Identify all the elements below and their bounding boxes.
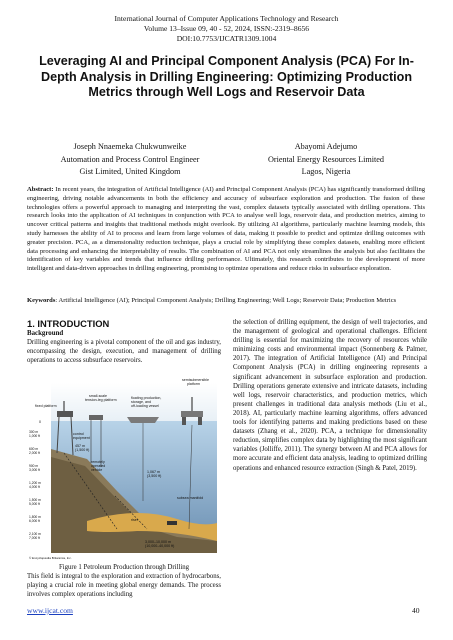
label-copyright: © Encyclopædia Britannica, Inc. xyxy=(29,556,72,561)
paragraph-right: the selection of drilling equipment, the design of well trajectories, and the management of geological and operational challenges. Efficient drilling is essential for maximizing the recovery of resources while minimizing costs and environmental impact (Sonnenberg & Palmer, 2017). The integration of Artificial Intelligence (AI) and Principal Component Analysis (PCA) in drilling engineering represents a significant advancement in subsurface exploration and production. Drilling operations generate extensive and intricate datasets, including well logs, reservoir characteristics, and production metrics, which present challenges in traditional data analysis methods (Liu et al., 2018). AI, particularly machine learning algorithms, offers advanced tools for identifying patterns and making predictions based on these datasets (Zhang et al., 2020). PCA, a technique for dimensionality reduction, simplifies complex data by highlighting the most significant variables (Jolliffe, 2011). The synergy between AI and PCA allows for more accurate and efficient data analysis, leading to optimized drilling operations and enhanced resource extraction (Singh & Patel, 2019). xyxy=(233,319,427,472)
offshore-drilling-illustration xyxy=(27,371,217,561)
label-subsea: subsea manifold xyxy=(177,496,204,501)
author-name: Abayomi Adejumo xyxy=(294,142,358,151)
label-remote-2: operated xyxy=(91,464,106,469)
depth-tick-ft: 1,000 ft xyxy=(29,434,40,439)
depth-tick-m: 1,200 m xyxy=(29,481,41,486)
paragraph-field: This field is integral to the exploration and extraction of hydrocarbons, playing a crucial role in meeting global energy demands. The process involves complex operations including xyxy=(27,573,221,599)
journal-volume: Volume 13–Issue 09, 40 - 52, 2024, ISSN:-2319–8656 xyxy=(143,24,310,33)
keywords xyxy=(27,297,425,306)
journal-header xyxy=(0,14,453,44)
label-depth-1067-ft: (3,500 ft) xyxy=(147,474,162,479)
label-depth-3000-ft: (10,000–40,000 ft) xyxy=(145,544,175,549)
journal-name: International Journal of Computer Applications Technology and Research xyxy=(114,14,339,23)
author-affiliation: Lagos, Nigeria xyxy=(301,167,351,176)
depth-tick-ft: 3,000 ft xyxy=(29,468,40,473)
subsea-manifold xyxy=(167,521,177,525)
label-depth-457-ft: (1,500 ft) xyxy=(75,448,90,453)
label-depth-1067: 1,067 m xyxy=(147,470,160,475)
depth-tick-m: 2,100 m xyxy=(29,532,41,537)
label-equipment: equipment xyxy=(73,436,90,441)
author-block-1 xyxy=(30,141,230,179)
keywords-text: : Artificial Intelligence (AI); Principal Component Analysis; Drilling Engineering; Well Logs; Reservoir Data; Production Metrics xyxy=(55,297,397,304)
label-remote-3: vehicle xyxy=(91,468,103,473)
figure-caption: Figure 1 Petroleum Production through Drilling xyxy=(58,564,190,572)
paragraph-intro: Drilling engineering is a pivotal component of the oil and gas industry, encompassing the design, execution, and management of drilling operations to access subsurface reservoirs. xyxy=(27,339,221,365)
label-floating-2: storage, and xyxy=(131,400,151,405)
left-column xyxy=(27,318,221,600)
page-number: 40 xyxy=(412,606,420,615)
label-floating-1: floating production, xyxy=(131,396,162,401)
subsection-heading: Background xyxy=(27,330,64,337)
depth-tick-m: 900 m xyxy=(29,464,39,469)
label-remote-1: remotely xyxy=(91,460,105,465)
label-riser: riser xyxy=(131,518,138,523)
abstract-label: Abstract: xyxy=(27,186,54,193)
label-semisub-1: semisubmersible xyxy=(182,378,209,383)
journal-doi: DOI:10.7753/IJCATR1309.1004 xyxy=(176,34,277,43)
label-zero: 0 xyxy=(39,420,41,425)
depth-tick-m: 1,500 m xyxy=(29,498,41,503)
section-heading: 1. INTRODUCTION xyxy=(27,318,110,329)
depth-tick-ft: 7,000 ft xyxy=(29,536,40,541)
author-role: Automation and Process Control Engineer xyxy=(60,154,200,164)
keywords-label: Keywords xyxy=(27,297,56,304)
label-control: control xyxy=(73,432,84,437)
abstract-text: In recent years, the integration of Artificial Intelligence (AI) and Principal Component Analysis (PCA) has significantly transformed drilling engineering, driving notable advancements in both the efficiency and accuracy of subsurface exploration and production. The fusion of these technologies offers a powerful approach to managing and interpreting the vast, complex datasets typically associated with drilling operations. This research looks into the application of AI techniques in conjunction with PCA to analyse well logs, reservoir data, and production metrics, aiming to uncover critical patterns and insights that traditional methods might overlook. By utilizing AI algorithms, particularly machine learning models, this study harnesses the ability of AI to process and learn from large volumes of data, making it possible to predict and optimize drilling outcomes with greater precision. PCA, as a dimensionality reduction technique, plays a crucial role by simplifying these complex datasets, enabling more efficient data processing and enhancing the interpretability of results. The combination of AI and PCA not only streamlines the analysis but also facilitates the identification of key variables and trends that influence drilling performance. Ultimately, this research contributes to the development of more intelligent and data-driven approaches in drilling engineering, promising to optimize operations and reduce risks in subsurface exploration. xyxy=(27,186,426,273)
figure-offshore-drilling xyxy=(27,371,217,561)
right-column xyxy=(233,318,427,473)
depth-tick-ft: 6,000 ft xyxy=(29,519,40,524)
author-block-2 xyxy=(226,141,426,179)
label-small-scale: small-scale xyxy=(89,394,107,399)
label-depth-3000: 3,000–10,000 m xyxy=(145,540,171,545)
depth-tick-m: 1,800 m xyxy=(29,515,41,520)
depth-tick-m: 300 m xyxy=(29,430,39,435)
author-name: Joseph Nnaemeka Chukwunweike xyxy=(73,142,187,151)
depth-tick-ft: 2,000 ft xyxy=(29,451,40,456)
journal-website-link[interactable]: www.ijcat.com xyxy=(27,606,73,615)
depth-tick-m: 600 m xyxy=(29,447,39,452)
depth-tick-ft: 5,000 ft xyxy=(29,502,40,507)
label-depth-457: 457 m xyxy=(75,444,85,449)
label-tension-leg: tension-leg platform xyxy=(85,398,117,403)
paper-title: Leveraging AI and Principal Component Analysis (PCA) For In-Depth Analysis in Drilling Engineering: Optimizing Production Metrics through Well Logs and Reservoir Data xyxy=(39,54,414,99)
label-fixed: fixed platform xyxy=(35,404,57,409)
depth-tick-ft: 4,000 ft xyxy=(29,485,40,490)
author-affiliation: Gist Limited, United Kingdom xyxy=(79,167,181,176)
author-role: Oriental Energy Resources Limited xyxy=(267,154,385,164)
abstract xyxy=(27,186,425,274)
label-floating-3: off-loading vessel xyxy=(131,404,159,409)
label-semisub-2: platform xyxy=(187,382,200,387)
